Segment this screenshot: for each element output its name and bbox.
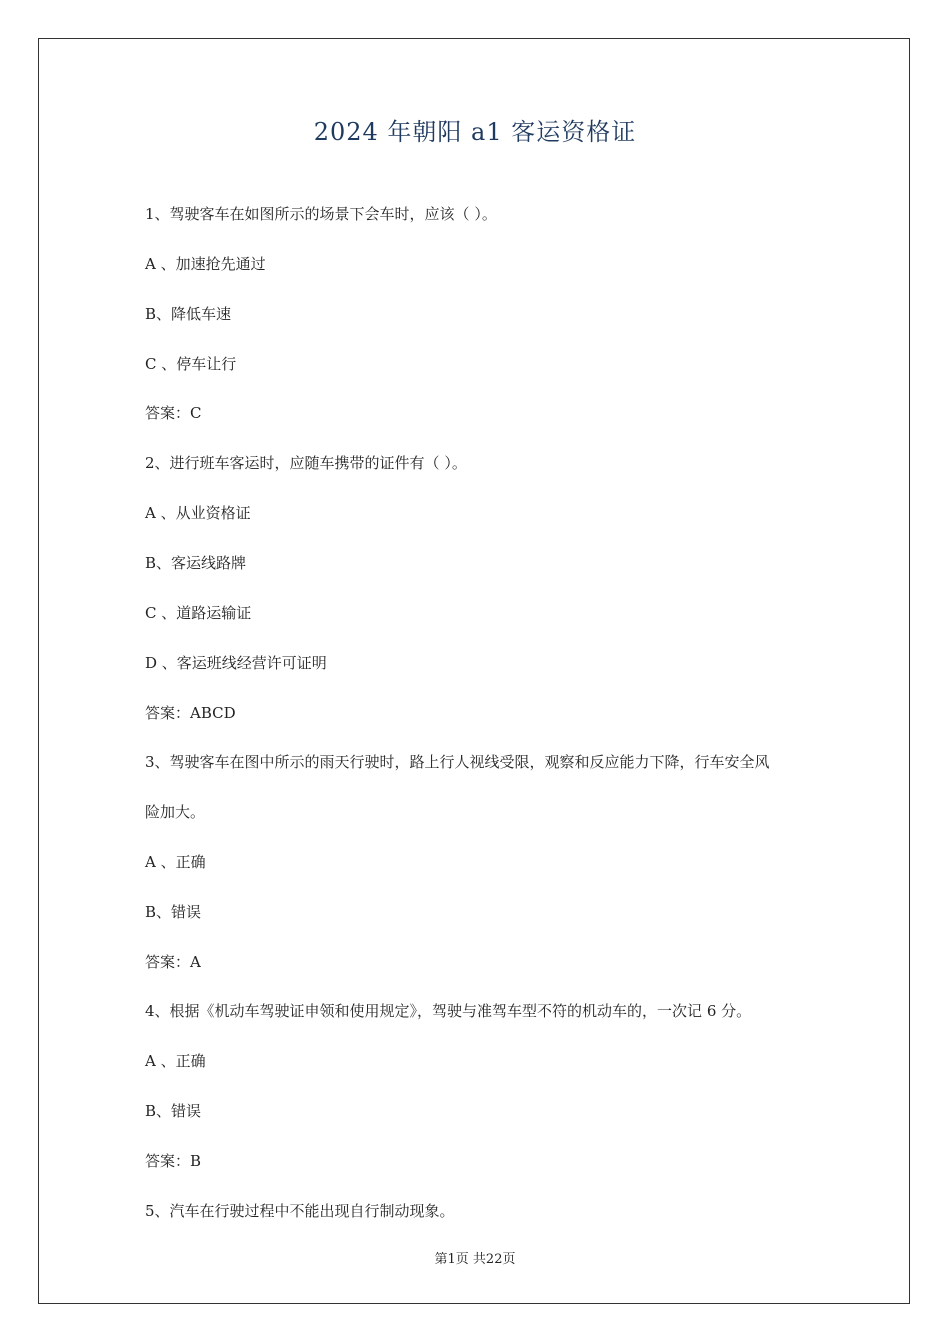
question-2-option-c: C 、道路运输证 [145, 604, 252, 622]
question-2-option-b: B、客运线路牌 [145, 554, 247, 572]
question-2-text: 2、进行班车客运时，应随车携带的证件有（ ）。 [145, 454, 467, 472]
question-3-text: 3、驾驶客车在图中所示的雨天行驶时，路上行人视线受限，观察和反应能力下降，行车安全风 [145, 753, 770, 771]
question-4-option-b: B、错误 [145, 1102, 202, 1120]
question-4-option-a: A 、正确 [145, 1052, 206, 1070]
question-3-answer: 答案：A [145, 953, 201, 971]
question-1-option-c: C 、停车让行 [145, 355, 237, 373]
question-2-answer: 答案：ABCD [145, 704, 236, 722]
question-1-answer: 答案：C [145, 404, 202, 422]
question-4-answer: 答案：B [145, 1152, 202, 1170]
page-number-footer: 第1页 共22页 [434, 1252, 516, 1267]
question-1-option-a: A 、加速抢先通过 [145, 255, 266, 273]
question-5-text: 5、汽车在行驶过程中不能出现自行制动现象。 [145, 1202, 455, 1220]
question-3-option-a: A 、正确 [145, 853, 206, 871]
question-2-option-a: A 、从业资格证 [145, 504, 251, 522]
question-1-option-b: B、降低车速 [145, 305, 232, 323]
question-3-option-b: B、错误 [145, 903, 202, 921]
document-title: 2024 年朝阳 a1 客运资格证 [313, 118, 637, 146]
question-1-text: 1、驾驶客车在如图所示的场景下会车时，应该（ ）。 [145, 205, 497, 223]
question-3-text-continued: 险加大。 [145, 803, 206, 821]
question-2-option-d: D 、客运班线经营许可证明 [145, 654, 327, 672]
question-4-text: 4、根据《机动车驾驶证申领和使用规定》，驾驶与准驾车型不符的机动车的，一次记 6 分。 [145, 1002, 752, 1020]
